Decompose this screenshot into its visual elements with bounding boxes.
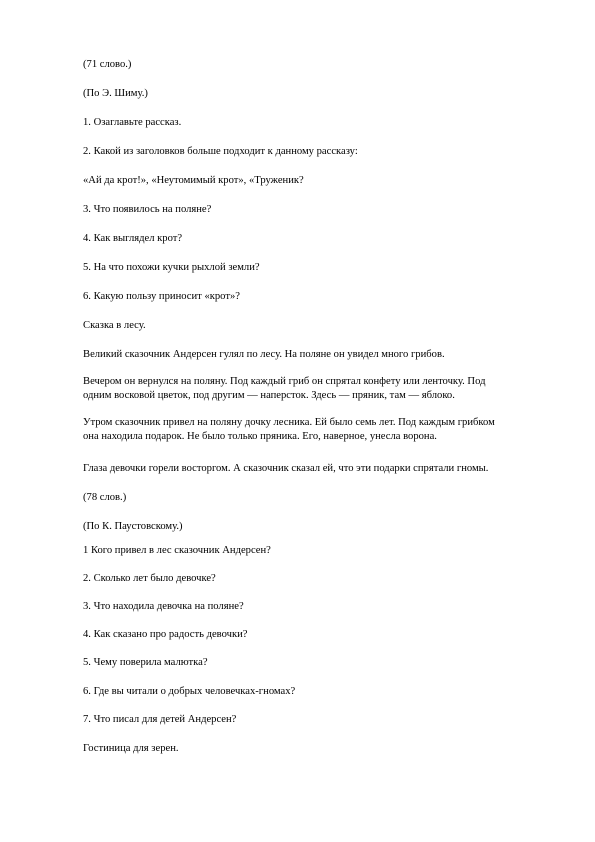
question-1-2: 2. Какой из заголовков больше подходит к данному рассказу:	[83, 146, 358, 157]
story-paragraph-2	[83, 375, 533, 402]
story-paragraph-3-line-2: она находила подарок. Не было только пряника. Его, наверное, унесла ворона.	[83, 430, 437, 442]
question-2-3: 3. Что находила девочка на поляне?	[83, 601, 244, 612]
story-paragraph-2-line-2: одним восковой цветок, под другим — наперсток. Здесь — пряник, там — яблоко.	[83, 389, 455, 401]
word-count-1: (71 слово.)	[83, 59, 132, 70]
source-attribution-2: (По К. Паустовскому.)	[83, 521, 183, 532]
story-paragraph-4: Глаза девочки горели восторгом. А сказочник сказал ей, что эти подарки спрятали гномы.	[83, 463, 489, 474]
story-paragraph-3-line-1: Утром сказочник привел на поляну дочку лесника. Ей было семь лет. Под каждым грибком	[83, 417, 495, 428]
question-2-7: 7. Что писал для детей Андерсен?	[83, 714, 237, 725]
question-1-5: 5. На что похожи кучки рыхлой земли?	[83, 262, 260, 273]
question-2-6: 6. Где вы читали о добрых человечках-гномах?	[83, 686, 296, 697]
question-1-4: 4. Как выглядел крот?	[83, 233, 183, 244]
story-paragraph-1: Великий сказочник Андерсен гулял по лесу. На поляне он увидел много грибов.	[83, 349, 445, 360]
question-2-5: 5. Чему поверила малютка?	[83, 657, 208, 668]
question-1-1: 1. Озаглавьте рассказ.	[83, 117, 182, 128]
story-title-fairy-tale: Сказка в лесу.	[83, 320, 146, 331]
story-title-seed-hotel: Гостиница для зерен.	[83, 743, 179, 754]
question-2-4: 4. Как сказано про радость девочки?	[83, 629, 248, 640]
question-1-6: 6. Какую пользу приносит «крот»?	[83, 291, 240, 302]
question-1-3: 3. Что появилось на поляне?	[83, 204, 212, 215]
word-count-2: (78 слов.)	[83, 492, 127, 503]
question-2-1: 1 Кого привел в лес сказочник Андерсен?	[83, 545, 271, 556]
source-attribution-1: (По Э. Шиму.)	[83, 88, 148, 99]
question-2-2: 2. Сколько лет было девочке?	[83, 573, 216, 584]
question-1-2-options: «Ай да крот!», «Неутомимый крот», «Труженик?	[83, 175, 304, 186]
story-paragraph-2-line-1: Вечером он вернулся на поляну. Под каждый гриб он спрятал конфету или ленточку. Под	[83, 376, 486, 387]
story-paragraph-3	[83, 416, 533, 443]
